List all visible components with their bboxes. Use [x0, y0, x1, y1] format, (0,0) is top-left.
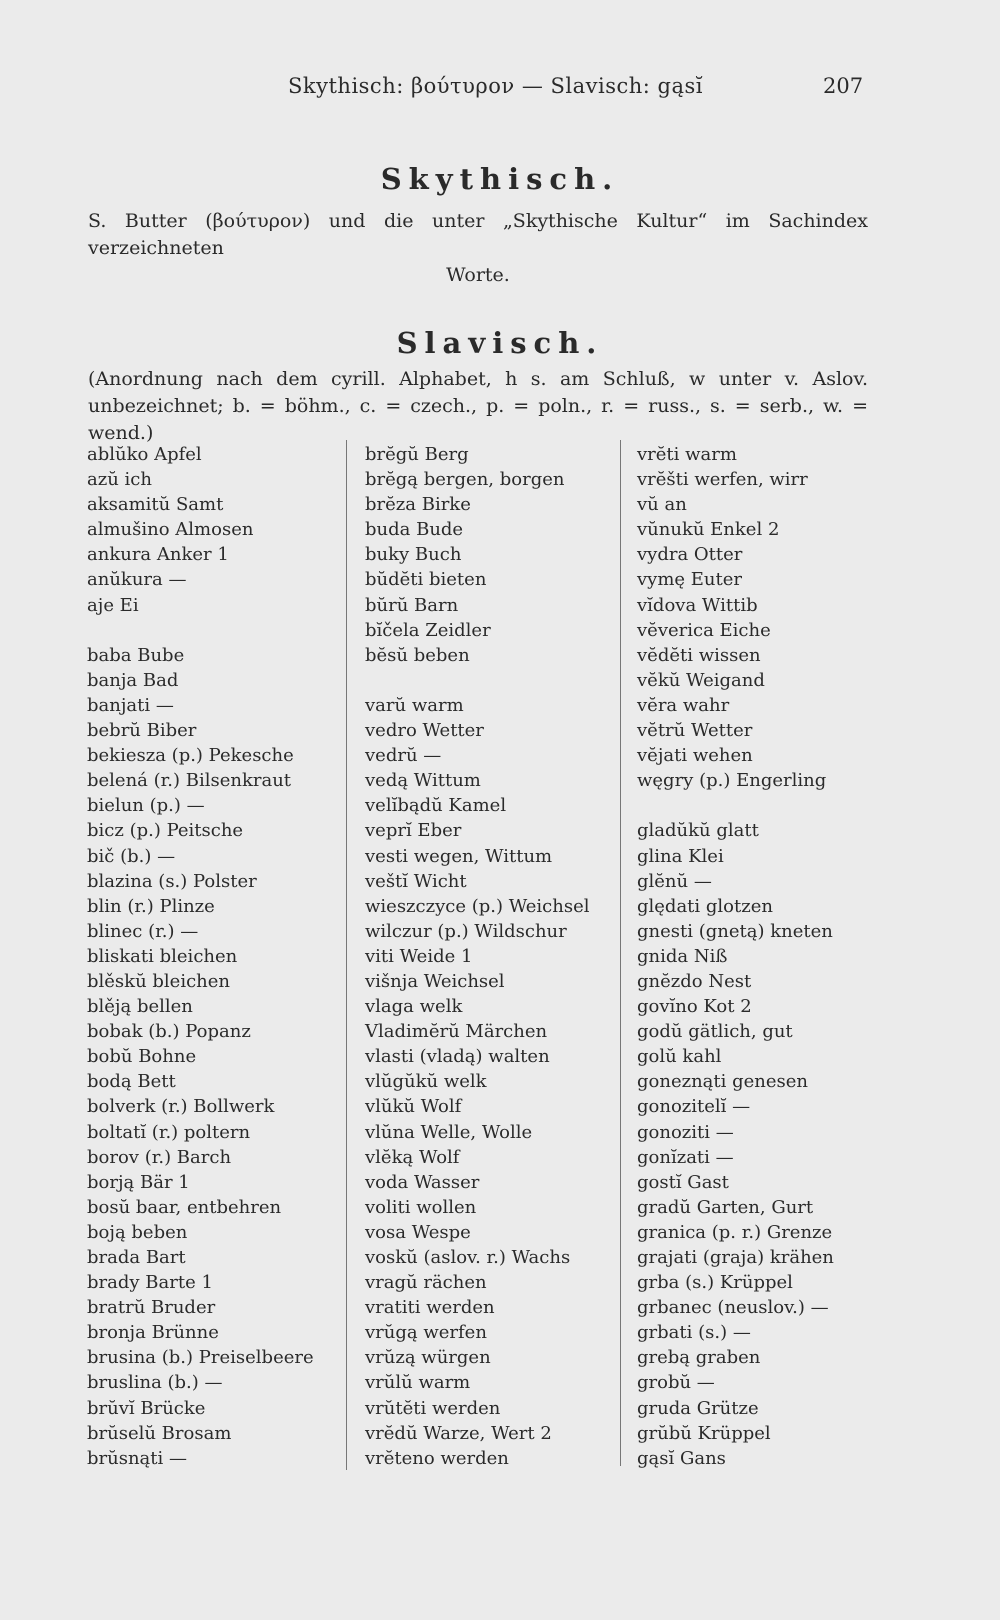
glossary-entry: bodą Bett: [87, 1071, 176, 1093]
glossary-entry: granica (p. r.) Grenze: [637, 1221, 833, 1243]
glossary-entry: azŭ ich: [87, 469, 152, 491]
section-heading-slavisch: Slavisch.: [396, 326, 604, 360]
glossary-entry: anŭkura —: [87, 569, 187, 591]
glossary-entry: vosa Wespe: [365, 1221, 471, 1243]
glossary-entry: bekiesza (p.) Pekesche: [87, 745, 294, 767]
word-column-2: [365, 442, 590, 1471]
glossary-entry: buky Buch: [365, 544, 462, 566]
glossary-entry: bĭčela Zeidler: [365, 619, 491, 641]
glossary-entry: voda Wasser: [365, 1171, 480, 1193]
glossary-entry: bŭdĕti bieten: [365, 569, 487, 591]
glossary-entry: blěją bellen: [87, 996, 193, 1018]
glossary-entry: godŭ gätlich, gut: [637, 1021, 793, 1043]
glossary-entry: vlŭkŭ Wolf: [365, 1096, 462, 1118]
glossary-entry: gostĭ Gast: [637, 1171, 729, 1193]
glossary-entry: bliskati bleichen: [87, 945, 238, 967]
glossary-entry: brada Bart: [87, 1247, 186, 1268]
glossary-entry: blěskŭ bleichen: [87, 970, 230, 992]
glossary-entry: boją beben: [87, 1221, 188, 1243]
glossary-entry: vrĕšti werfen, wirr: [637, 469, 808, 491]
glossary-entry: vĕtrŭ Wetter: [637, 720, 753, 742]
glossary-entry: baba Bube: [87, 644, 185, 666]
glossary-entry: bielun (p.) —: [87, 795, 205, 817]
glossary-entry: vlŭna Welle, Wolle: [365, 1121, 533, 1143]
glossary-entry: vrŭlŭ warm: [365, 1372, 471, 1394]
glossary-entry: ględati glotzen: [637, 895, 773, 917]
glossary-entry: bolverk (r.) Bollwerk: [87, 1096, 275, 1118]
glossary-entry: vrĕteno werden: [365, 1447, 509, 1469]
glossary-entry: borov (r.) Barch: [87, 1146, 232, 1168]
glossary-entry: bič (b.) —: [87, 845, 176, 867]
glossary-entry: grebą graben: [637, 1347, 761, 1369]
glossary-entry: buda Bude: [365, 519, 464, 541]
glossary-entry: gonoziti —: [637, 1121, 734, 1143]
glossary-entry: vrĕti warm: [637, 444, 737, 465]
glossary-entry: vlasti (vladą) walten: [365, 1046, 550, 1068]
section-text-skythisch: [88, 208, 868, 289]
glossary-entry: gradŭ Garten, Gurt: [637, 1196, 814, 1218]
glossary-entry: vesti wegen, Wittum: [365, 845, 553, 867]
glossary-entry: blin (r.) Plinze: [87, 895, 215, 917]
running-title: Skythisch: βούτυρον — Slavisch: gąsĭ: [288, 74, 703, 98]
glossary-entry: grba (s.) Krüppel: [637, 1272, 793, 1294]
glossary-entry: grbati (s.) —: [637, 1322, 751, 1344]
glossary-entry: glĕnŭ —: [637, 870, 712, 892]
glossary-entry: vĭdova Wittib: [637, 594, 758, 616]
group-gap: [637, 793, 834, 818]
glossary-entry: gnida Niß: [637, 945, 728, 967]
glossary-entry: vlŭgŭkŭ welk: [365, 1071, 487, 1093]
glossary-entry: grobŭ —: [637, 1372, 715, 1394]
glossary-entry: ablŭko Apfel: [87, 444, 202, 465]
glossary-entry: vlaga welk: [365, 996, 463, 1018]
glossary-entry: vedrŭ —: [365, 745, 442, 767]
glossary-entry: veprĭ Eber: [365, 820, 462, 842]
glossary-entry: brusina (b.) Preiselbeere: [87, 1347, 314, 1369]
glossary-entry: wieszczyce (p.) Weichsel: [365, 895, 590, 917]
page-number: 207: [823, 74, 864, 98]
glossary-entry: banja Bad: [87, 669, 179, 691]
group-gap: [87, 618, 314, 643]
glossary-entry: varŭ warm: [365, 694, 464, 716]
glossary-entry: višnja Weichsel: [365, 970, 505, 992]
glossary-entry: blinec (r.) —: [87, 920, 199, 942]
glossary-entry: wilczur (p.) Wildschur: [365, 920, 567, 942]
section-text-line: Worte.: [446, 264, 510, 286]
word-column-3: [637, 442, 834, 1471]
glossary-entry: vrŭtĕti werden: [365, 1397, 501, 1419]
glossary-entry: gruda Grütze: [637, 1397, 759, 1419]
glossary-entry: grajati (graja) krähen: [637, 1247, 834, 1268]
glossary-entry: brŭselŭ Brosam: [87, 1422, 232, 1444]
section-text-slavisch: (Anordnung nach dem cyrill. Alphabet, h s. am Schluß, w unter v. Aslov. unbezeichnet; b. = böhm., c. = czech., p. = poln., r. = russ., s. = serb., w. = wend.): [88, 368, 868, 444]
glossary-entry: almušino Almosen: [87, 519, 254, 541]
glossary-entry: belená (r.) Bilsenkraut: [87, 770, 292, 792]
word-column-1: [87, 442, 314, 1471]
glossary-entry: brĕgŭ Berg: [365, 444, 469, 465]
glossary-entry: golŭ kahl: [637, 1046, 722, 1068]
glossary-entry: banjati —: [87, 694, 174, 716]
glossary-entry: veštĭ Wicht: [365, 870, 467, 892]
glossary-entry: brŭvĭ Brücke: [87, 1397, 206, 1419]
glossary-entry: gonĭzati —: [637, 1146, 734, 1168]
group-gap: [365, 668, 590, 693]
glossary-entry: brĕza Birke: [365, 494, 471, 516]
glossary-entry: vrĕdŭ Warze, Wert 2: [365, 1422, 552, 1444]
glossary-entry: brŭsnąti —: [87, 1447, 187, 1469]
glossary-entry: brĕgą bergen, borgen: [365, 469, 565, 491]
column-divider: [346, 440, 347, 1470]
glossary-entry: Vladimĕrŭ Märchen: [365, 1021, 548, 1043]
glossary-entry: bicz (p.) Peitsche: [87, 820, 244, 842]
glossary-entry: voskŭ (aslov. r.) Wachs: [365, 1247, 571, 1268]
glossary-entry: boltatĭ (r.) poltern: [87, 1121, 251, 1143]
glossary-entry: vŭnukŭ Enkel 2: [637, 519, 780, 541]
glossary-entry: bĕsŭ beben: [365, 644, 470, 666]
glossary-entry: bratrŭ Bruder: [87, 1297, 216, 1319]
glossary-entry: bebrŭ Biber: [87, 720, 197, 742]
glossary-entry: vratiti werden: [365, 1297, 495, 1319]
glossary-entry: bruslina (b.) —: [87, 1372, 223, 1394]
glossary-entry: gnĕzdo Nest: [637, 970, 752, 992]
glossary-entry: węgry (p.) Engerling: [637, 770, 827, 792]
glossary-entry: bosŭ baar, entbehren: [87, 1196, 282, 1218]
glossary-entry: ankura Anker 1: [87, 544, 229, 566]
glossary-entry: govĭno Kot 2: [637, 996, 752, 1018]
glossary-entry: bobŭ Bohne: [87, 1046, 197, 1068]
section-heading-skythisch: Skythisch.: [380, 162, 620, 196]
glossary-entry: grbanec (neuslov.) —: [637, 1297, 829, 1319]
glossary-entry: gąsĭ Gans: [637, 1447, 726, 1469]
glossary-entry: vedą Wittum: [365, 770, 481, 792]
glossary-entry: bronja Brünne: [87, 1322, 219, 1344]
glossary-entry: borją Bär 1: [87, 1171, 190, 1193]
glossary-entry: vymę Euter: [637, 569, 743, 591]
glossary-entry: vrŭzą würgen: [365, 1347, 491, 1369]
running-head: [0, 74, 1000, 108]
glossary-entry: glina Klei: [637, 845, 724, 867]
section-text-line: S. Butter (βούτυρον) und die unter „Skythische Kultur“ im Sachindex verzeichneten: [88, 210, 868, 259]
glossary-entry: vĕjati wehen: [637, 745, 753, 767]
glossary-entry: bobak (b.) Popanz: [87, 1021, 251, 1043]
glossary-entry: vedro Wetter: [365, 720, 484, 742]
glossary-entry: vlĕką Wolf: [365, 1146, 460, 1168]
glossary-entry: vrŭgą werfen: [365, 1322, 487, 1344]
glossary-entry: aksamitŭ Samt: [87, 494, 224, 516]
glossary-entry: vĕkŭ Weigand: [637, 669, 765, 691]
glossary-entry: bŭrŭ Barn: [365, 594, 459, 616]
glossary-entry: gonozitelĭ —: [637, 1096, 751, 1118]
glossary-entry: vydra Otter: [637, 544, 743, 566]
glossary-entry: brady Barte 1: [87, 1272, 213, 1294]
glossary-entry: goneznąti genesen: [637, 1071, 809, 1093]
glossary-entry: voliti wollen: [365, 1196, 477, 1218]
glossary-entry: viti Weide 1: [365, 945, 473, 967]
glossary-entry: aje Ei: [87, 594, 139, 616]
glossary-entry: velĭbądŭ Kamel: [365, 795, 507, 817]
glossary-entry: blazina (s.) Polster: [87, 870, 257, 892]
glossary-entry: gnesti (gnetą) kneten: [637, 920, 833, 942]
glossary-entry: vĕverica Eiche: [637, 619, 771, 641]
glossary-entry: vĕdĕti wissen: [637, 644, 761, 666]
glossary-entry: grŭbŭ Krüppel: [637, 1422, 771, 1444]
glossary-entry: gladŭkŭ glatt: [637, 820, 759, 842]
glossary-entry: vĕra wahr: [637, 694, 730, 716]
glossary-entry: vŭ an: [637, 494, 687, 516]
glossary-entry: vragŭ rächen: [365, 1272, 487, 1294]
column-divider: [620, 440, 621, 1466]
